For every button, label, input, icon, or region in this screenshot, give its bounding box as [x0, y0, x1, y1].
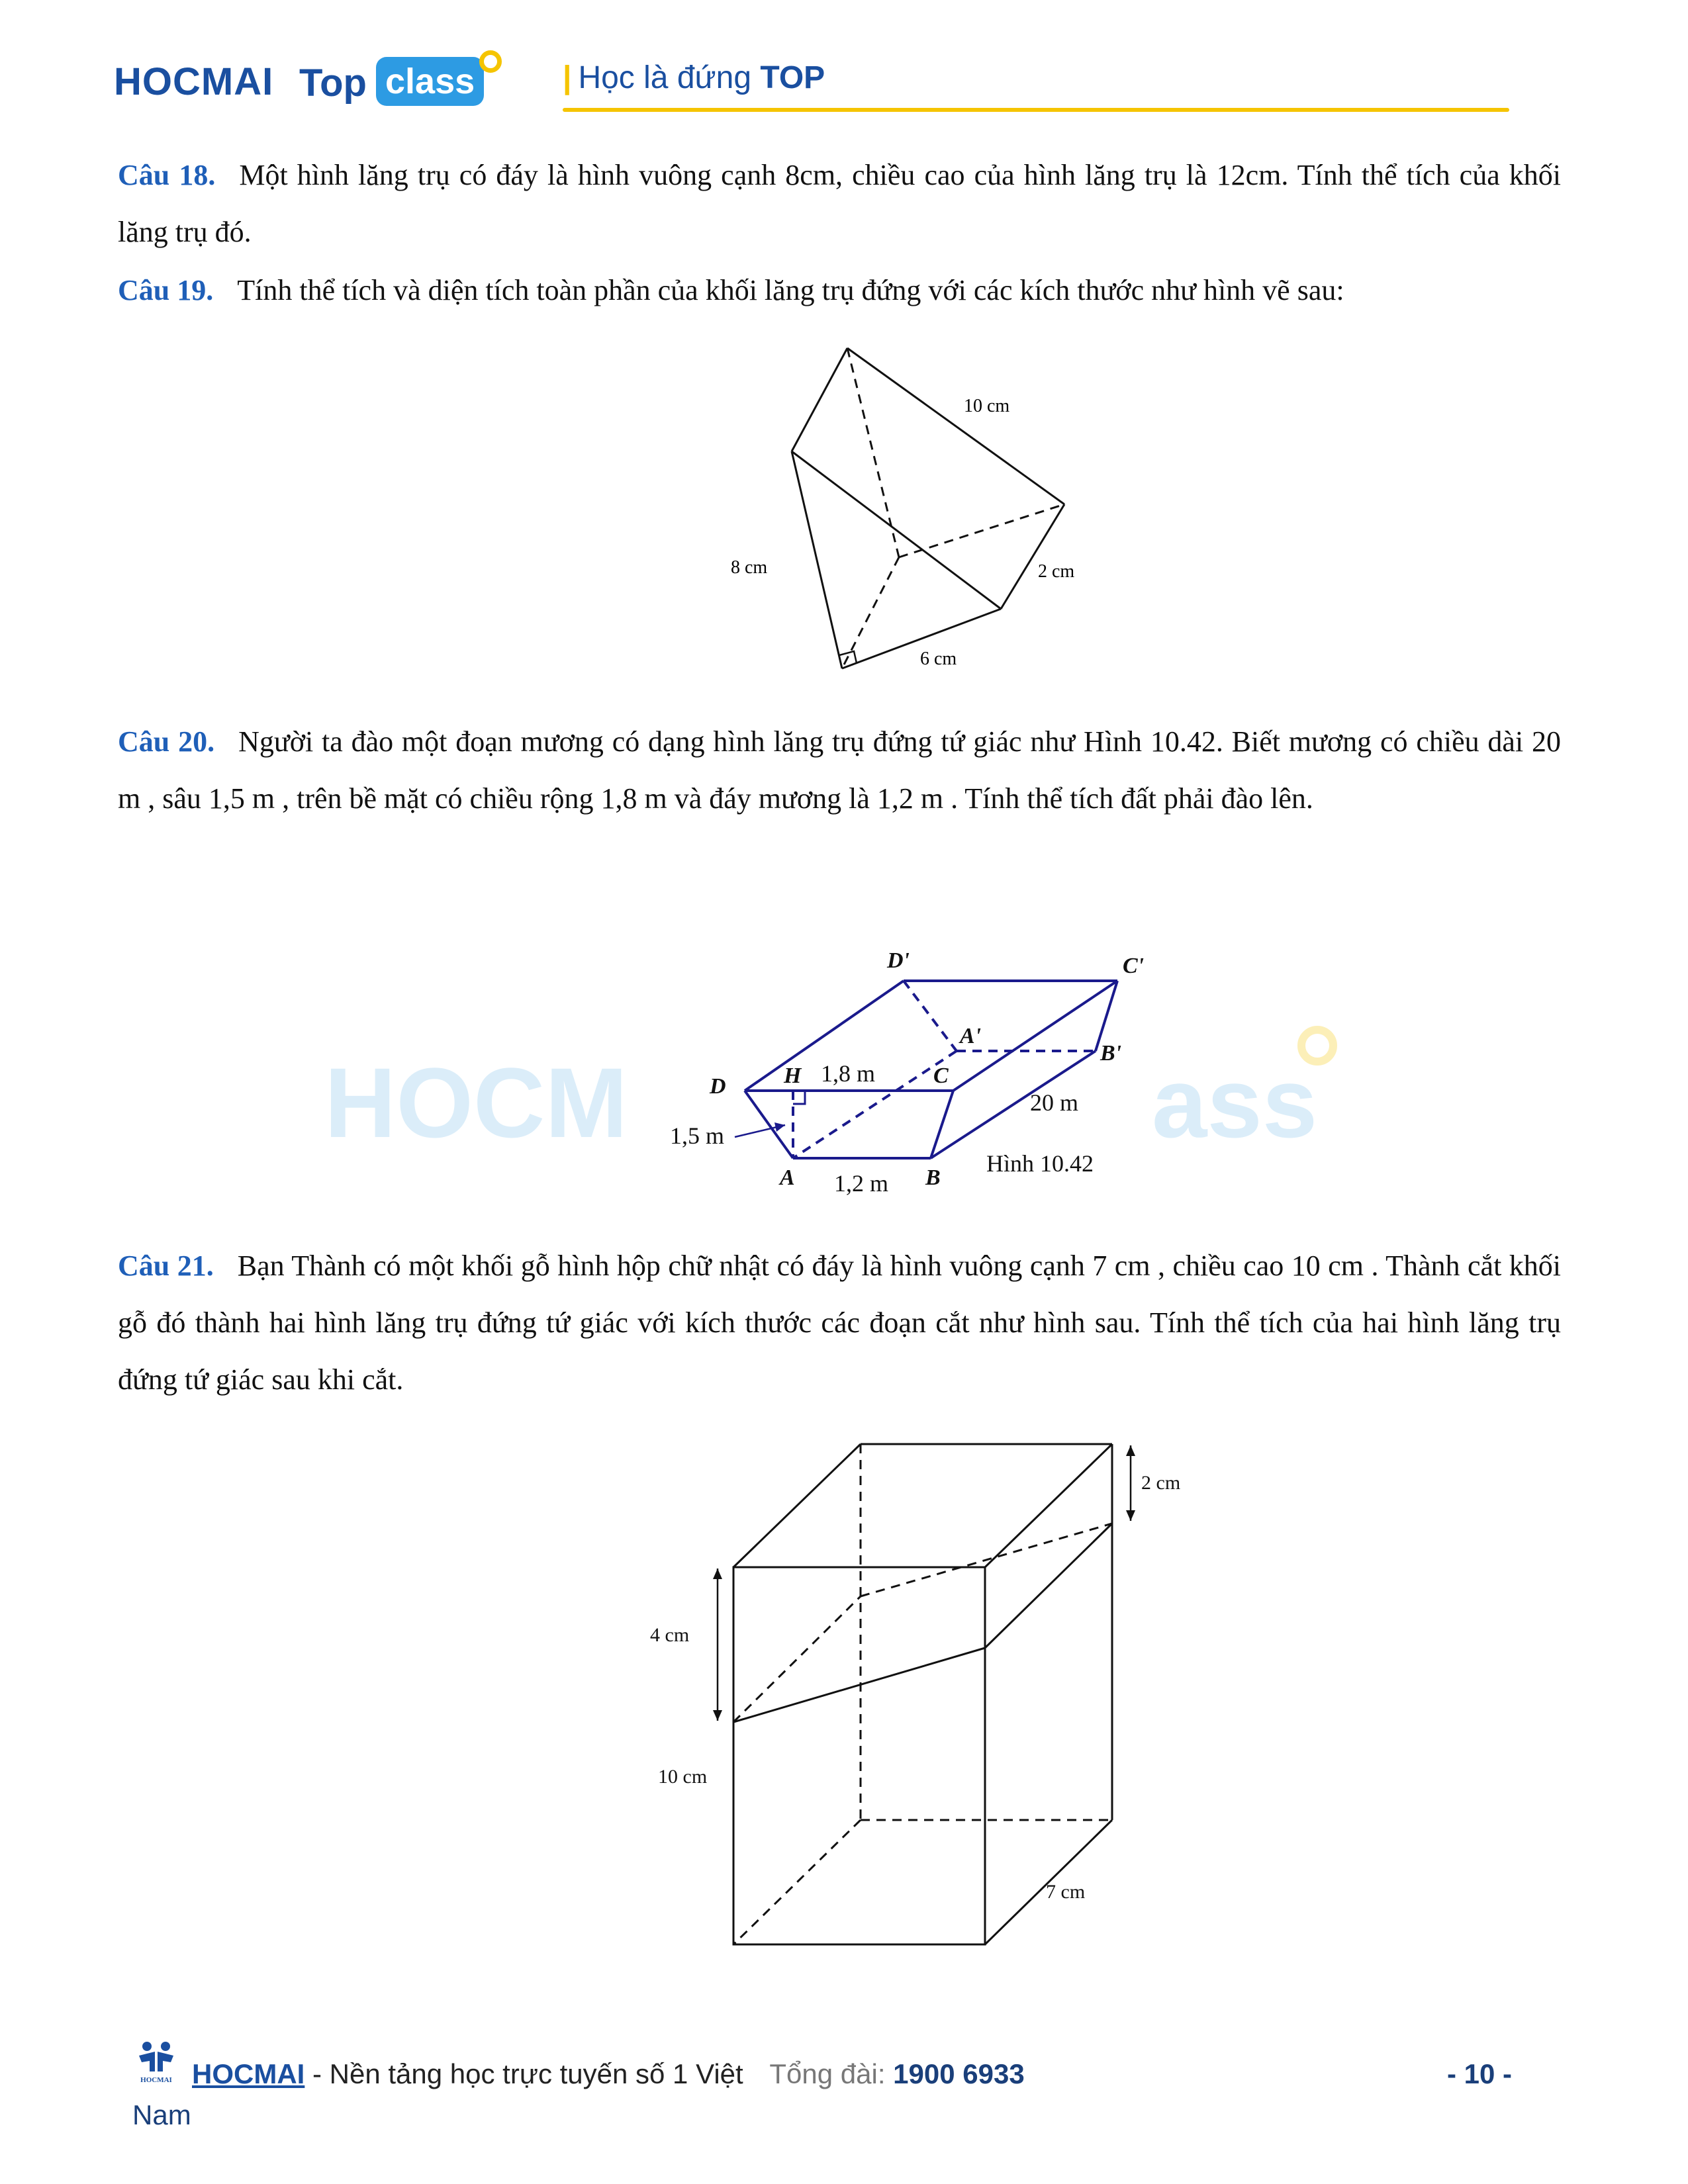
hidden-edge — [899, 504, 1064, 557]
vertex-A: A — [780, 1165, 795, 1190]
label-10cm: 10 cm — [964, 396, 1010, 416]
question-text: Người ta đào một đoạn mương có dạng hình lăng trụ đứng tứ giác như Hình 10.42. Biết mương có chiều dài 20 m , sâu 1,5 m , trên bề mặt có chiều rộng 1,8 m và đáy mương là 1,2 m . Tính thể tích đất phải đào lên. — [118, 725, 1562, 815]
question-text: Bạn Thành có một khối gỗ hình hộp chữ nhật có đáy là hình vuông cạnh 7 cm , chiều cao 10 cm . Thành cắt khối gỗ đó thành hai hình lăng trụ đứng tứ giác với kích thước các đoạn cắt như hình sau. Tính thể tích của hai hình lăng trụ đứng tứ giác sau khi cắt. — [118, 1250, 1561, 1396]
question-19 — [118, 262, 1561, 319]
arrowhead — [1126, 1445, 1135, 1456]
question-label: Câu 21. — [118, 1250, 214, 1282]
header-rule — [563, 108, 1509, 112]
question-20 — [118, 713, 1561, 827]
label-2cm: 2 cm — [1141, 1472, 1181, 1494]
edge-BC — [931, 1091, 953, 1158]
brand-top-text: Top — [299, 62, 367, 105]
brand-class-badge: class — [376, 57, 484, 106]
vertex-H: H — [784, 1064, 802, 1088]
label-1-5m: 1,5 m — [670, 1122, 725, 1149]
label-7cm: 7 cm — [1046, 1881, 1086, 1903]
hocmai-people-icon — [132, 2038, 180, 2086]
footer-tail-text: Nam — [132, 2099, 191, 2130]
hidden-edge — [733, 1820, 861, 1944]
label-20m: 20 m — [1030, 1089, 1079, 1116]
right-angle-mark — [793, 1091, 805, 1104]
question-18 — [118, 147, 1561, 261]
brand-logo-text: HOCMAI — [114, 60, 274, 103]
figure-19-prism — [728, 331, 1112, 688]
arrowhead — [713, 1569, 722, 1579]
pointer-arrowhead — [774, 1122, 785, 1132]
vertex-B-prime: B' — [1100, 1041, 1122, 1066]
footer-line — [192, 2058, 1025, 2090]
arrowhead — [713, 1710, 722, 1721]
label-2cm: 2 cm — [1038, 561, 1075, 582]
hotline-label: Tổng đài: — [769, 2058, 886, 2089]
page-number: - 10 - — [1447, 2058, 1513, 2089]
question-text: Tính thể tích và diện tích toàn phần của khối lăng trụ đứng với các kích thước như hình vẽ sau: — [237, 274, 1344, 306]
header-tagline: | Học là đứng TOP — [563, 60, 825, 95]
front-face — [733, 1567, 985, 1944]
footer-text: - Nền tảng học trực tuyến số 1 Việt — [305, 2058, 743, 2089]
vertex-A-prime: A' — [960, 1024, 982, 1048]
question-21 — [118, 1238, 1561, 1408]
edge — [792, 348, 847, 451]
vertex-C-prime: C' — [1123, 954, 1145, 978]
watermark-sun-icon — [1297, 1026, 1337, 1066]
edge-DA — [745, 1091, 793, 1158]
arrowhead — [1126, 1510, 1135, 1521]
vertex-C: C — [933, 1064, 949, 1088]
label-10cm: 10 cm — [658, 1766, 708, 1788]
label-8cm: 8 cm — [731, 557, 768, 578]
watermark-left: HOCM — [324, 1047, 628, 1158]
footer-logo-text: HOCMAI — [140, 2076, 172, 2084]
figure-caption: Hình 10.42 — [986, 1150, 1094, 1177]
label-1-2m: 1,2 m — [834, 1170, 889, 1197]
edge — [847, 348, 1064, 504]
question-label: Câu 19. — [118, 274, 214, 306]
hidden-edge-D'A' — [904, 981, 957, 1051]
vertex-D-prime: D' — [887, 948, 910, 973]
label-1-8m: 1,8 m — [821, 1060, 876, 1087]
question-text: Một hình lăng trụ có đáy là hình vuông cạnh 8cm, chiều cao của hình lăng trụ là 12cm. Tính thể tích của khối lăng trụ đó. — [118, 159, 1562, 248]
question-label: Câu 18. — [118, 159, 216, 191]
figure-21-cut-box — [635, 1423, 1205, 1952]
sun-icon — [479, 50, 502, 73]
label-4cm: 4 cm — [650, 1624, 690, 1646]
footer-brand-link[interactable]: HOCMAI — [192, 2058, 305, 2089]
edge — [1001, 504, 1064, 609]
hotline-number: 1900 6933 — [893, 2058, 1025, 2089]
figure-20-trench — [669, 907, 1172, 1224]
watermark-right: ass — [1152, 1047, 1318, 1158]
vertex-B: B — [925, 1165, 941, 1190]
footer-logo — [132, 2038, 180, 2086]
vertex-D: D — [710, 1074, 726, 1099]
edge — [733, 1444, 861, 1567]
edge — [985, 1444, 1112, 1567]
question-label: Câu 20. — [118, 725, 215, 758]
label-6cm: 6 cm — [920, 649, 957, 669]
